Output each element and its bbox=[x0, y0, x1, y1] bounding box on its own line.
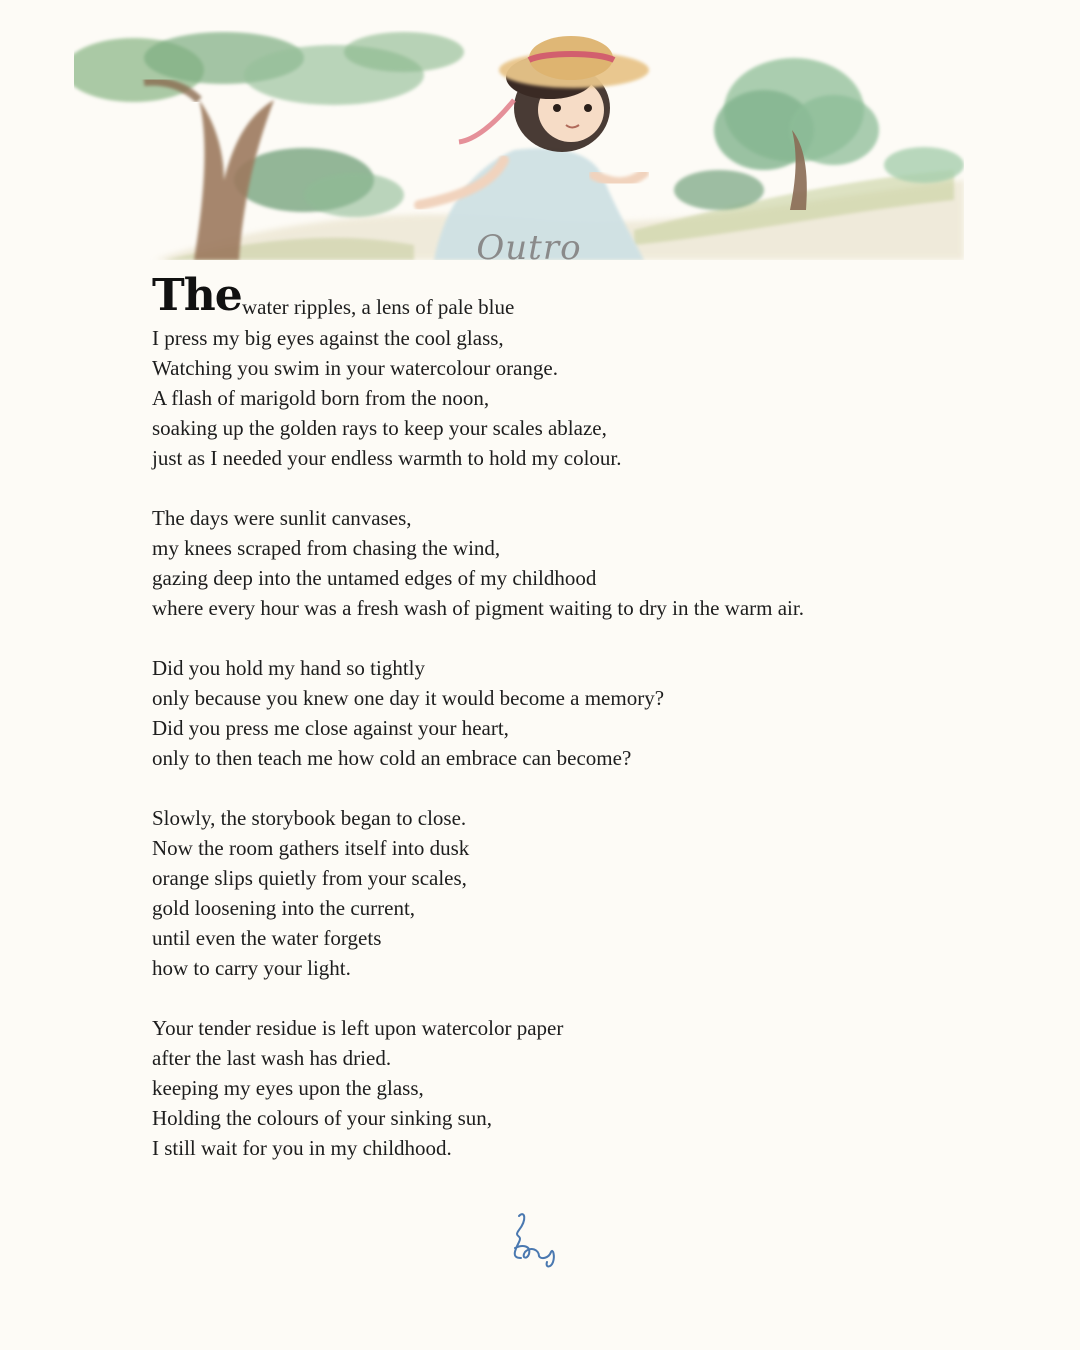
drop-cap: The bbox=[152, 270, 242, 321]
poem-body bbox=[152, 270, 992, 1193]
poem-line: soaking up the golden rays to keep your scales ablaze, bbox=[152, 416, 607, 440]
poem-line: gold loosening into the current, bbox=[152, 896, 416, 920]
watercolor-illustration bbox=[74, 30, 964, 260]
stanza-5 bbox=[152, 1013, 992, 1163]
first-line-text: water ripples, a lens of pale blue bbox=[242, 295, 515, 319]
girl-illustration-icon bbox=[419, 36, 649, 260]
poem-line: Slowly, the storybook began to close. bbox=[152, 806, 467, 830]
poem-line: A flash of marigold born from the noon, bbox=[152, 386, 490, 410]
poem-line: Now the room gathers itself into dusk bbox=[152, 836, 470, 860]
poem-line: where every hour was a fresh wash of pigment waiting to dry in the warm air. bbox=[152, 596, 804, 620]
poem-line: keeping my eyes upon the glass, bbox=[152, 1076, 424, 1100]
poem-line: Watching you swim in your watercolour orange. bbox=[152, 356, 558, 380]
poem-line: I press my big eyes against the cool glass, bbox=[152, 326, 504, 350]
header-illustration bbox=[74, 30, 964, 268]
poem-line: after the last wash has dried. bbox=[152, 1046, 392, 1070]
poem-line: Did you hold my hand so tightly bbox=[152, 656, 425, 680]
poem-line: only to then teach me how cold an embrace can become? bbox=[152, 746, 632, 770]
poem-line: my knees scraped from chasing the wind, bbox=[152, 536, 501, 560]
stanza-1 bbox=[152, 270, 992, 473]
poem-line: Holding the colours of your sinking sun, bbox=[152, 1106, 493, 1130]
poem-line: until even the water forgets bbox=[152, 926, 382, 950]
poem-line: only because you knew one day it would become a memory? bbox=[152, 686, 665, 710]
poem-line: orange slips quietly from your scales, bbox=[152, 866, 467, 890]
poem-line: just as I needed your endless warmth to hold my colour. bbox=[152, 446, 622, 470]
stanza-3 bbox=[152, 653, 992, 773]
poem-line: gazing deep into the untamed edges of my childhood bbox=[152, 566, 597, 590]
section-title: Outro bbox=[476, 228, 582, 268]
poem-line: how to carry your light. bbox=[152, 956, 351, 980]
signature-icon bbox=[505, 1208, 565, 1272]
poem-line: I still wait for you in my childhood. bbox=[152, 1136, 452, 1160]
stanza-2 bbox=[152, 503, 992, 623]
poem-line: Did you press me close against your heart, bbox=[152, 716, 509, 740]
poem-line: The days were sunlit canvases, bbox=[152, 506, 412, 530]
first-line bbox=[152, 270, 992, 323]
stanza-4 bbox=[152, 803, 992, 983]
poem-line: Your tender residue is left upon watercolor paper bbox=[152, 1016, 564, 1040]
